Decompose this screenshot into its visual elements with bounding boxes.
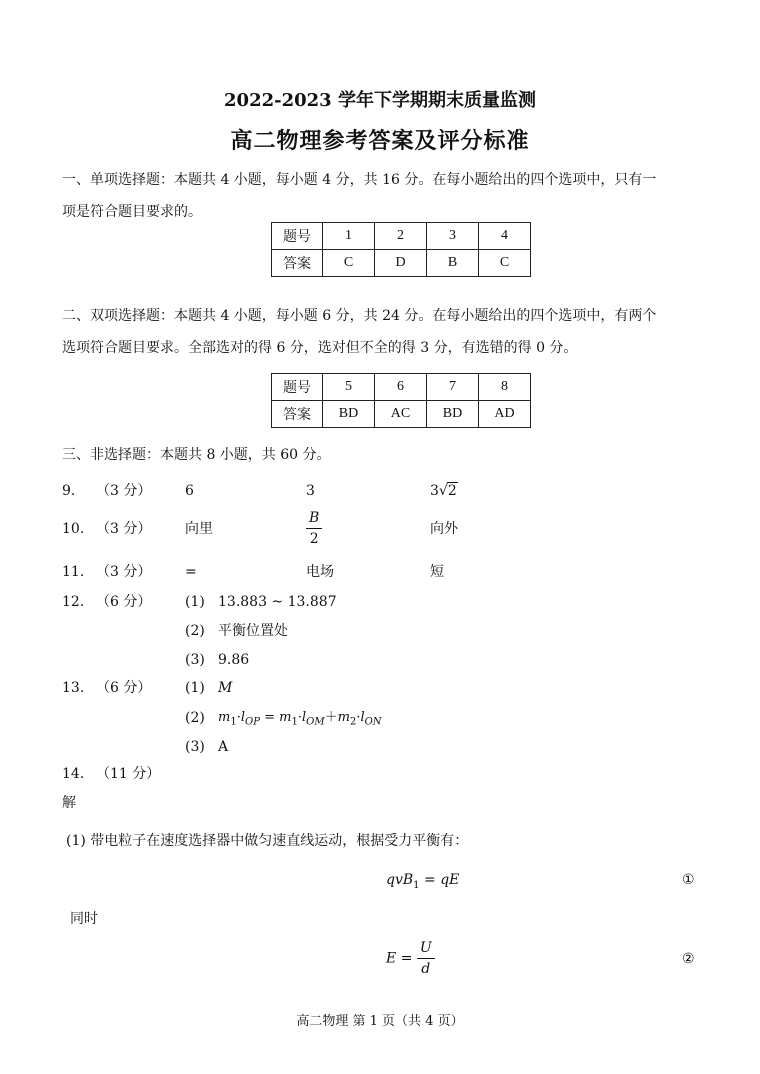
answer-value: 向外 [430,521,458,537]
fraction-denominator: 2 [309,531,319,547]
answer-cell: BD [323,401,375,428]
fraction [417,938,435,979]
section2-answer-table [271,373,531,428]
answer-cell: B [427,250,479,277]
answer-value: 电场 [306,564,334,580]
question-number: 6 [375,374,427,401]
sub-item-label: (2) [185,623,205,639]
table-row [272,374,531,401]
table-row [272,401,531,428]
question-number: 13. [62,680,85,696]
question-number: 12. [62,594,85,610]
fraction-numerator: B [306,508,322,529]
table-row [272,223,531,250]
answer-value: 6 [185,483,194,499]
row-label-answer: 答案 [272,250,323,277]
table-row [272,250,531,277]
question-number: 7 [427,374,479,401]
question-score: （11 分） [96,766,161,782]
answer-value [430,478,458,504]
question-number: 9. [62,483,76,499]
equation-2: E = $\frac{U}{d}$ [386,938,435,979]
answer-value: 向里 [185,521,213,537]
momentum-equation: $m_1\cdot l_{OP} = m_1\cdot l_{OM}+m_2\cdot l_{ON}$ [218,710,382,728]
answer-value: 3 [306,483,315,499]
solution-part-1: (1) 带电粒子在速度选择器中做匀速直线运动，根据受力平衡有： [66,833,469,849]
section1-intro [62,164,702,228]
question-score: （3 分） [96,483,152,499]
row-label-number: 题号 [272,223,323,250]
radical-coefficient: 3 [430,483,439,499]
question-number: 1 [323,223,375,250]
meanwhile-label: 同时 [70,911,98,927]
sub-item-answer: A [218,739,229,755]
fraction-numerator: U [417,938,435,959]
section2-intro [62,300,702,364]
sub-item-label: (1) [185,680,205,696]
question-number: 5 [323,374,375,401]
question-number: 4 [479,223,531,250]
answer-value: = [185,564,197,580]
answer-cell: C [323,250,375,277]
sqrt-sign: √ [438,483,448,499]
question-number: 8 [479,374,531,401]
answer-cell: BD [427,401,479,428]
section3-intro: 三、非选择题：本题共 8 小题，共 60 分。 [62,447,331,463]
section1-intro-line1: 一、单项选择题：本题共 4 小题，每小题 4 分，共 16 分。在每小题给出的四个选项中，只有一 [62,172,657,188]
sub-item-label: (3) [185,739,205,755]
sub-item-label: (2) [185,710,205,726]
answer-cell: AC [375,401,427,428]
row-label-number: 题号 [272,374,323,401]
answer-key-title: 高二物理参考答案及评分标准 [230,128,530,154]
question-score: （3 分） [96,521,152,537]
fraction-answer [306,508,322,549]
sub-item-label: (3) [185,652,205,668]
section1-answer-table [271,222,531,277]
question-score: （6 分） [96,680,152,696]
sub-item-answer: 平衡位置处 [218,623,288,639]
question-number: 11. [62,564,85,580]
sub-item-answer: M [218,680,233,696]
answer-value: 短 [430,564,444,580]
section1-intro-line2: 项是符合题目要求的。 [62,204,202,220]
question-number: 10. [62,521,85,537]
answer-cell: C [479,250,531,277]
exam-title: 2022-2023 学年下学期期末质量监测 [224,90,536,111]
question-number: 14. [62,766,85,782]
section2-intro-line1: 二、双项选择题：本题共 4 小题，每小题 6 分，共 24 分。在每小题给出的四个选项中，有两个 [62,308,657,324]
fraction [306,508,322,549]
answer-cell: D [375,250,427,277]
question-number: 2 [375,223,427,250]
section2-intro-line2: 选项符合题目要求。全部选对的得 6 分，选对但不全的得 3 分，有选错的得 0 分。 [62,340,578,356]
sub-item-label: (1) [185,594,205,610]
question-number: 3 [427,223,479,250]
equation-number: ② [682,951,695,967]
sub-item-answer: 13.883 ~ 13.887 [218,594,337,610]
sub-item-answer: 9.86 [218,652,250,668]
fraction-denominator: d [421,961,431,977]
page-footer: 高二物理 第 1 页（共 4 页） [296,1014,464,1029]
answer-cell: AD [479,401,531,428]
equation-1: qvB$_1$ = qE [386,872,460,891]
equation-number: ① [682,872,695,888]
row-label-answer: 答案 [272,401,323,428]
solution-label: 解 [62,795,76,811]
question-score: （6 分） [96,594,152,610]
question-score: （3 分） [96,564,152,580]
radicand: 2 [447,483,457,499]
